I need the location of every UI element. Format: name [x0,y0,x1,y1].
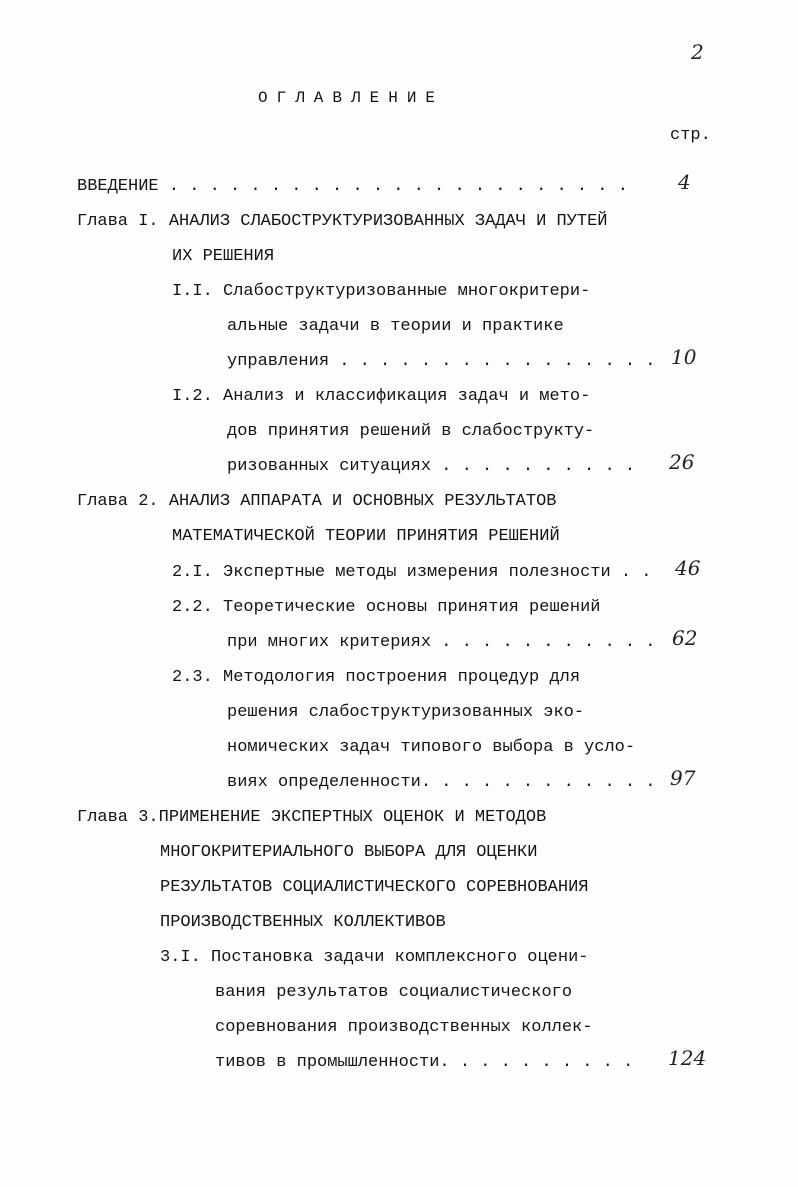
toc-section-2-2: 2.2. Теоретические основы принятия решений [172,598,601,617]
toc-page-section-2-2: 62 [672,626,698,650]
toc-section-1-2: I.2. Анализ и классификация задач и мето- [172,387,591,406]
page-number: 2 [691,40,704,64]
toc-section-2-3-cont: номических задач типового выбора в усло- [227,738,636,757]
toc-page-section-1-1: 10 [671,345,697,369]
toc-section-1-1-cont: альные задачи в теории и практике [227,317,564,336]
toc-section-2-3-cont: виях определенности. . . . . . . . . . . . [227,773,656,792]
toc-chapter-3-title-cont: МНОГОКРИТЕРИАЛЬНОГО ВЫБОРА ДЛЯ ОЦЕНКИ [160,843,538,862]
toc-section-1-1-cont: управления . . . . . . . . . . . . . . . . [227,352,656,371]
toc-section-2-3-cont: решения слабоструктуризованных эко- [227,703,585,722]
toc-section-3-1-cont: соревнования производственных коллек- [215,1018,593,1037]
toc-section-2-2-cont: при многих критериях . . . . . . . . . . . [227,633,656,652]
toc-section-3-1: 3.I. Постановка задачи комплексного оцени- [160,948,589,967]
toc-section-3-1-cont: тивов в промышленности. . . . . . . . . . [215,1053,634,1072]
toc-chapter-3-title-cont: РЕЗУЛЬТАТОВ СОЦИАЛИСТИЧЕСКОГО СОРЕВНОВАНИЯ [160,878,589,897]
toc-page-section-2-1: 46 [675,556,701,580]
toc-section-1-2-cont: дов принятия решений в слабострукту- [227,422,595,441]
page-column-label: стр. [670,126,711,145]
toc-entry-introduction: ВВЕДЕНИЕ . . . . . . . . . . . . . . . . . . . . . . . [77,177,628,196]
toc-chapter-1-title: Глава I. АНАЛИЗ СЛАБОСТРУКТУРИЗОВАННЫХ ЗАДАЧ И ПУТЕЙ [77,212,608,231]
toc-chapter-2-title-cont: МАТЕМАТИЧЕСКОЙ ТЕОРИИ ПРИНЯТИЯ РЕШЕНИЙ [172,527,560,546]
toc-section-2-1: 2.I. Экспертные методы измерения полезности . . [172,563,652,582]
toc-page-section-1-2: 26 [669,450,695,474]
toc-page-section-2-3: 97 [670,766,696,790]
toc-section-1-2-cont: ризованных ситуациях . . . . . . . . . . [227,457,636,476]
toc-section-3-1-cont: вания результатов социалистического [215,983,573,1002]
toc-page-section-3-1: 124 [668,1046,707,1070]
toc-chapter-1-title-cont: ИХ РЕШЕНИЯ [172,247,275,266]
toc-page-introduction: 4 [678,170,691,194]
toc-heading: ОГЛАВЛЕНИЕ [258,89,445,107]
toc-section-1-1: I.I. Слабоструктуризованные многокритери- [172,282,591,301]
toc-chapter-3-title: Глава 3.ПРИМЕНЕНИЕ ЭКСПЕРТНЫХ ОЦЕНОК И МЕТОДОВ [77,808,547,827]
toc-chapter-2-title: Глава 2. АНАЛИЗ АППАРАТА И ОСНОВНЫХ РЕЗУЛЬТАТОВ [77,492,557,511]
toc-section-2-3: 2.3. Методология построения процедур для [172,668,581,687]
toc-chapter-3-title-cont: ПРОИЗВОДСТВЕННЫХ КОЛЛЕКТИВОВ [160,913,446,932]
